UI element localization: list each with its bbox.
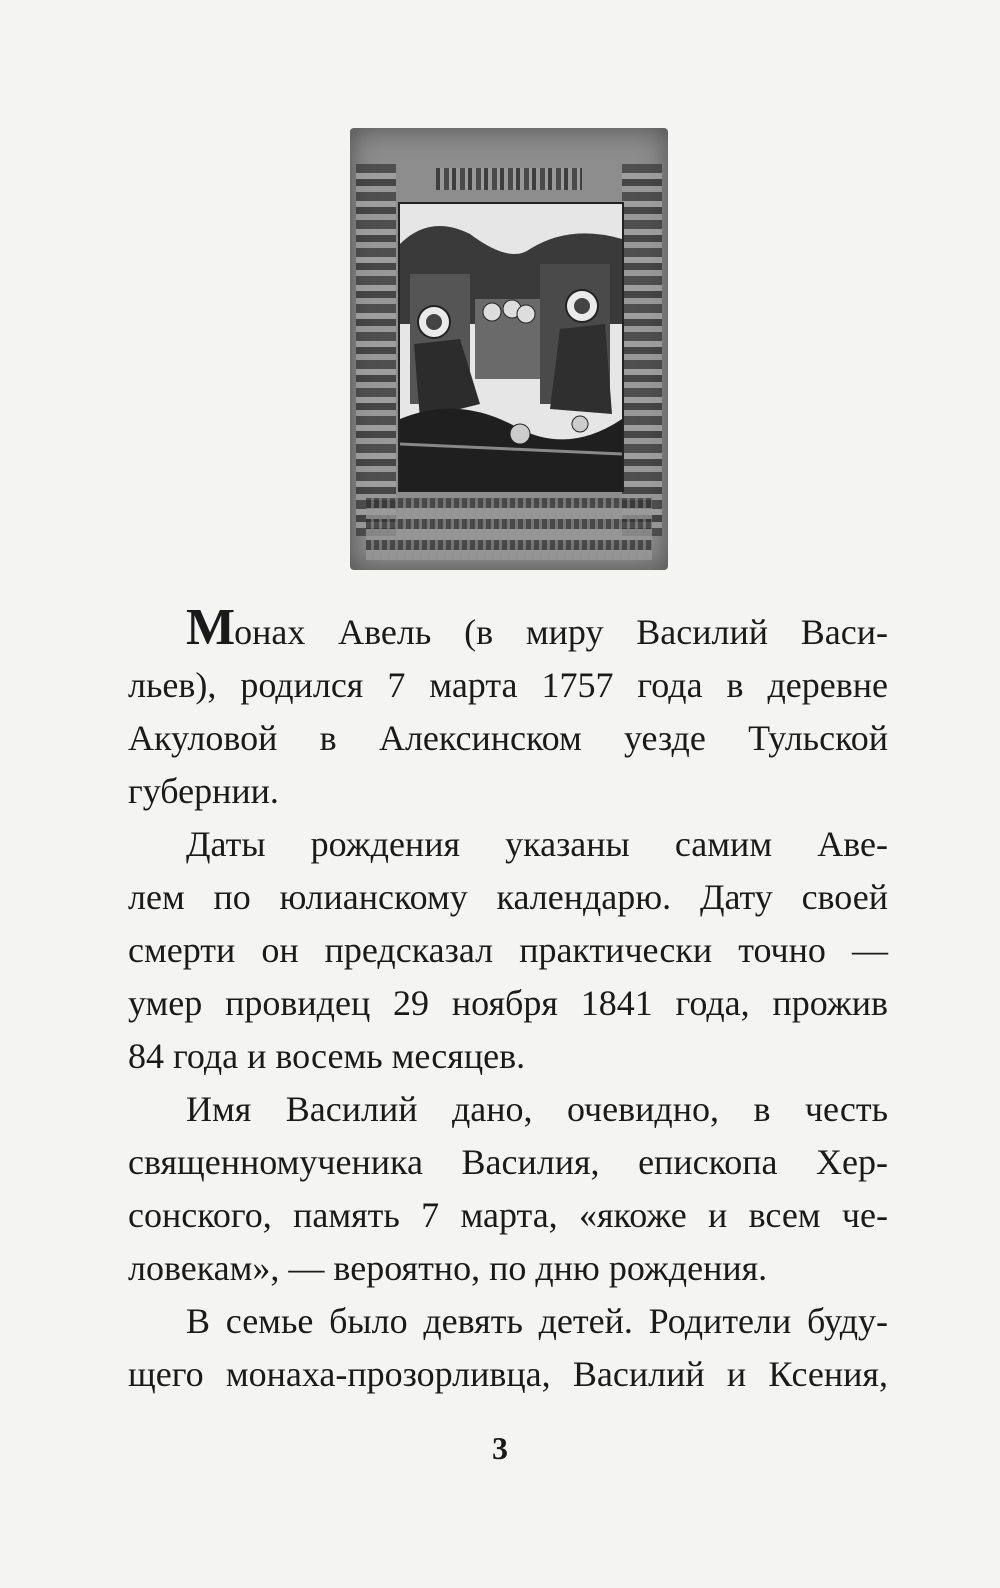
paragraph-line: щего монаха-прозорливца, Василий и Ксения,	[128, 1354, 888, 1394]
paragraph: Даты рождения указаны самим Аве-	[186, 824, 888, 864]
drop-cap: М	[186, 599, 235, 656]
icon-inscription-left	[356, 164, 396, 536]
paragraph-line: губернии.	[128, 771, 279, 811]
paragraph-line: священномученика Василия, епископа Хер-	[128, 1142, 888, 1182]
icon-illustration	[350, 128, 668, 570]
paragraph: В семье было девять детей. Родители буду-	[186, 1301, 888, 1341]
paragraph-line: ловекам», — вероятно, по дню рождения.	[128, 1248, 768, 1288]
icon-inscription-bottom	[366, 498, 652, 560]
paragraph-line: льев), родился 7 марта 1757 года в деревне	[128, 665, 888, 705]
paragraph-line: лем по юлианскому календарю. Дату своей	[128, 877, 888, 917]
paragraph-line: смерти он предсказал практически точно —	[128, 930, 888, 970]
page-number: 3	[492, 1430, 508, 1466]
paragraph-line: Акуловой в Алексинском уезде Тульской	[128, 718, 888, 758]
icon-inscription-right	[622, 164, 662, 536]
paragraph-line: умер провидец 29 ноября 1841 года, прожив	[128, 983, 888, 1023]
paragraph-line: сонского, память 7 марта, «якоже и всем че-	[128, 1195, 888, 1235]
icon-inscription-title	[436, 168, 582, 190]
paragraph: Монах Авель (в миру Василий Васи-	[186, 599, 888, 656]
paragraph-line: 84 года и восемь месяцев.	[128, 1036, 526, 1076]
paragraph: Имя Василий дано, очевидно, в честь	[186, 1089, 888, 1129]
icon-nativity-scene	[398, 202, 624, 492]
body-text	[128, 599, 888, 1401]
